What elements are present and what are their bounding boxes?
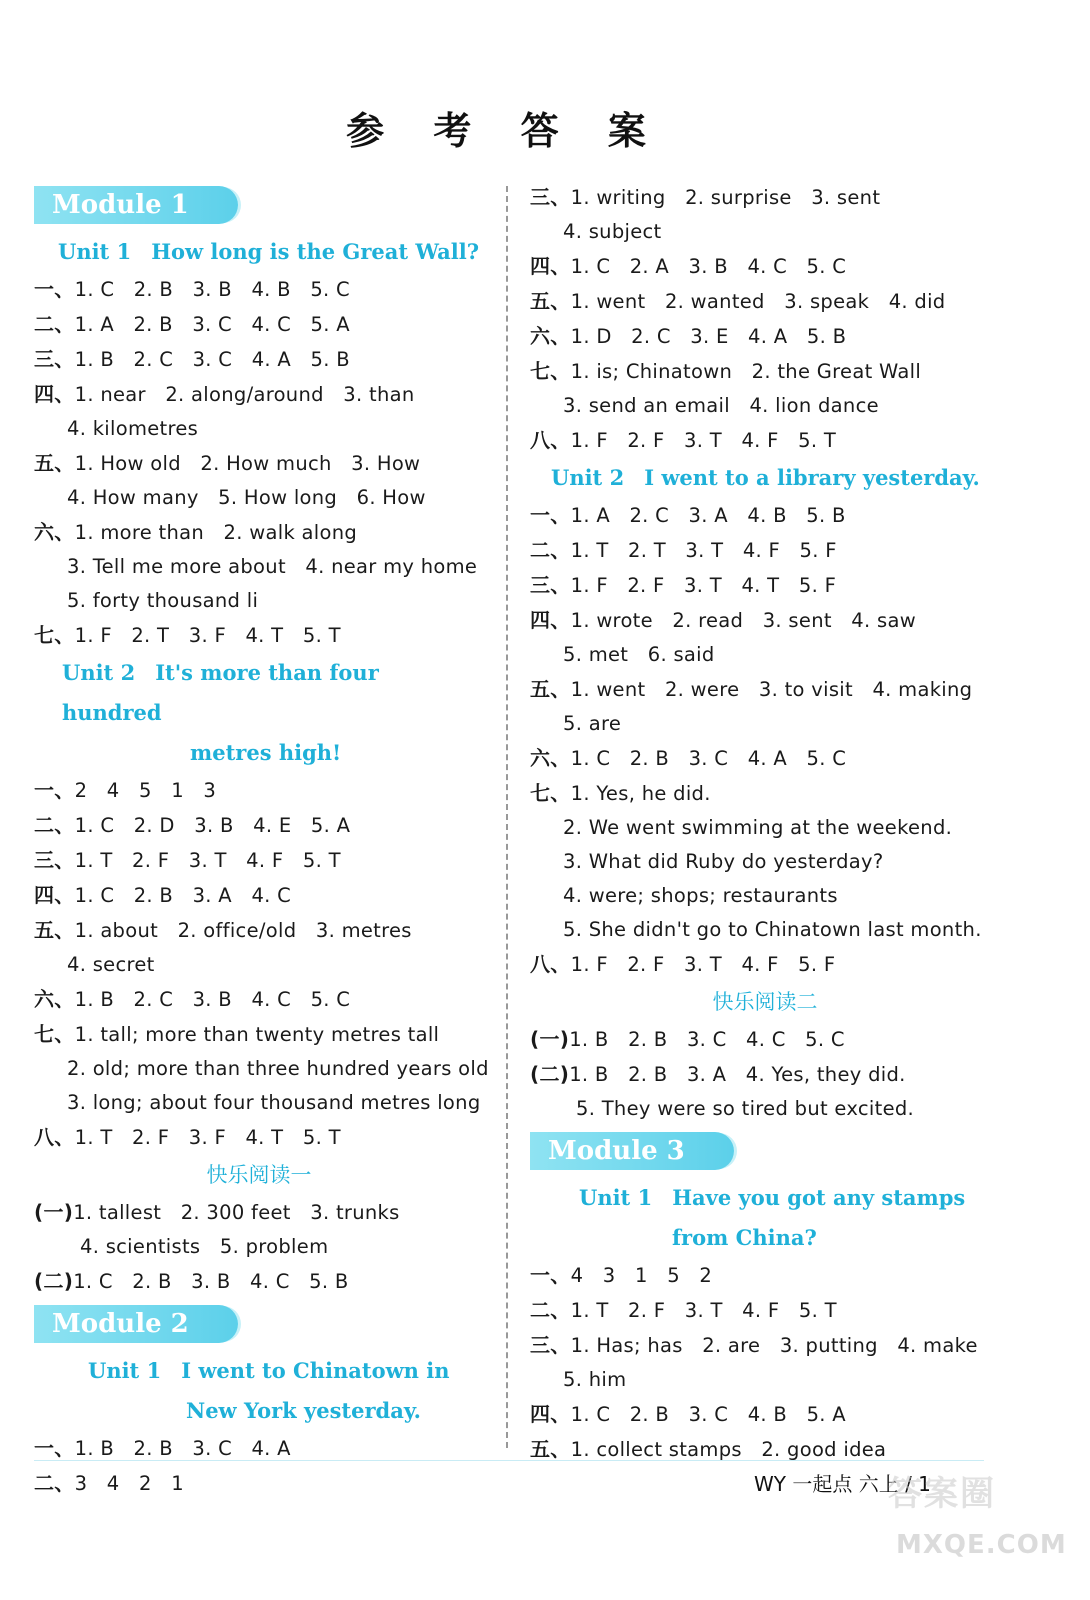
question-number: 五、 [530,1437,571,1461]
question-number: 六、 [34,520,75,544]
answer-text: 1. went 2. wanted 3. speak 4. did [570,290,946,313]
m1-unit2-heading [34,653,484,733]
answer-text: 5. met 6. said [563,643,715,666]
answer-text: 1. F 2. F 3. T 4. F 5. T [570,429,837,452]
answer-line [530,284,1000,319]
module-2-banner: Module 2 [34,1305,238,1343]
answer-line [530,1328,1000,1363]
answer-line [34,808,484,843]
answer-text: 1. about 2. office/old 3. metres [74,919,412,942]
m1-unit2-answers [34,773,489,1155]
answer-line [34,878,484,913]
question-number: 四、 [34,883,75,907]
question-number: (一) [530,1027,570,1051]
question-number: 一、 [530,503,571,527]
answer-line [530,1057,1000,1092]
answer-line [530,354,1000,389]
answer-text: 1. How old 2. How much 3. How [74,452,421,475]
watermark-logo: 答案圈 [888,1474,996,1514]
question-number: 三、 [530,573,571,597]
left-column [34,180,489,1501]
unit-title: Have you got any stamps [672,1185,966,1210]
answer-text: 4 3 1 5 2 [570,1264,713,1287]
question-number: 五、 [34,451,75,475]
answer-line [530,249,1000,284]
answer-line [530,389,1000,423]
answer-text: 1. B 2. B 3. C 4. C 5. C [569,1028,845,1051]
answer-text: 5. him [563,1368,627,1391]
answer-line [34,1230,484,1264]
answer-line [530,423,1000,458]
answer-text: 3 4 2 1 [74,1472,184,1495]
answer-line [34,307,484,342]
question-number: 二、 [34,1471,75,1495]
answer-text: 1. A 2. B 3. C 4. C 5. A [74,313,350,336]
unit-label: Unit 2 [551,465,625,490]
answer-line [34,342,484,377]
question-number: 三、 [34,347,75,371]
answer-text: 1. B 2. C 3. C 4. A 5. B [74,348,350,371]
answer-line [530,1258,1000,1293]
answer-line [34,948,484,982]
answer-text: 3. Tell me more about 4. near my home [67,555,478,578]
reading-2-answers [530,1022,1000,1126]
answer-line [530,913,1000,947]
question-number: 四、 [530,608,571,632]
answer-line [530,1293,1000,1328]
footer-rule [34,1460,984,1461]
answer-line [530,1022,1000,1057]
question-number: 四、 [530,1402,571,1426]
answer-text: 1. A 2. C 3. A 4. B 5. B [570,504,846,527]
answer-line [530,1432,1000,1467]
module-3-banner: Module 3 [530,1132,734,1170]
page-footer: WY 一起点 六上 / 1 [754,1472,931,1496]
answer-line [34,913,484,948]
module-1-banner: Module 1 [34,186,238,224]
answer-text: 1. is; Chinatown 2. the Great Wall [570,360,922,383]
question-number: 八、 [530,952,571,976]
answer-text: 1. near 2. along/around 3. than [74,383,415,406]
answer-text: 4. scientists 5. problem [80,1235,329,1258]
answer-text: 1. C 2. B 3. A 4. C [74,884,292,907]
answer-text: 4. kilometres [67,417,199,440]
watermark-url: MXQE.COM [896,1530,1067,1560]
m2-unit2-answers [530,498,1000,982]
answer-line [34,1466,484,1501]
answer-line [34,1052,489,1086]
reading-2-heading: 快乐阅读二 [712,990,818,1014]
answer-text: 1. wrote 2. read 3. sent 4. saw [570,609,916,632]
answer-text: 1. T 2. F 3. T 4. F 5. T [74,849,341,872]
answer-line [34,481,484,515]
question-number: 二、 [34,312,75,336]
question-number: 七、 [530,359,571,383]
answer-line [34,584,484,618]
m2-unit1-answers [34,1431,484,1501]
answer-text: 3. send an email 4. lion dance [563,394,879,417]
answer-line [530,319,1000,354]
question-number: (二) [530,1062,570,1086]
answer-text: 1. more than 2. walk along [74,521,358,544]
answer-line [34,982,484,1017]
answer-line [530,776,1000,811]
question-number: 三、 [34,848,75,872]
question-number: 六、 [530,746,571,770]
answer-text: 1. F 2. F 3. T 4. T 5. F [570,574,837,597]
answer-line [34,843,484,878]
answer-line [34,1264,484,1299]
answer-line [34,1120,484,1155]
answer-text: 1. tallest 2. 300 feet 3. trunks [73,1201,400,1224]
question-number: 一、 [34,1436,75,1460]
answer-line [530,533,1000,568]
answer-line [530,568,1000,603]
answer-text: 4. subject [563,220,662,243]
question-number: (二) [34,1269,74,1293]
answer-text: 1. Yes, he did. [570,782,711,805]
answer-text: 1. writing 2. surprise 3. sent [570,186,881,209]
answer-line [530,1363,1000,1397]
answer-line [530,845,1000,879]
answer-line [34,1195,484,1230]
unit-label: Unit 1 [88,1358,162,1383]
m2-unit2-heading [530,458,1000,498]
question-number: 二、 [34,813,75,837]
answer-text: 1. C 2. D 3. B 4. E 5. A [74,814,351,837]
answer-text: 1. D 2. C 3. E 4. A 5. B [570,325,847,348]
answer-text: 1. T 2. F 3. T 4. F 5. T [570,1299,837,1322]
question-number: 七、 [530,781,571,805]
answer-text: 5. forty thousand li [67,589,259,612]
unit-label: Unit 1 [58,239,132,264]
question-number: 四、 [530,254,571,278]
answer-line [34,377,484,412]
question-number: 一、 [34,277,75,301]
answer-text: 1. went 2. were 3. to visit 4. making [570,678,973,701]
answer-text: 1. C 2. B 3. C 4. B 5. A [570,1403,846,1426]
answer-line [34,773,484,808]
answer-line [530,672,1000,707]
m2-unit1-heading [34,1351,484,1391]
m2-unit1-heading-cont: New York yesterday. [186,1398,421,1423]
answer-line [530,879,1000,913]
unit-title: I went to Chinatown in [181,1358,450,1383]
answer-text: 1. C 2. A 3. B 4. C 5. C [570,255,847,278]
answer-text: 1. F 2. F 3. T 4. F 5. F [570,953,836,976]
reading-1-heading: 快乐阅读一 [206,1163,312,1187]
answer-text: 4. How many 5. How long 6. How [67,486,426,509]
answer-line [34,446,484,481]
m3-unit1-heading [530,1178,1000,1218]
answer-line [34,515,484,550]
unit-title: How long is the Great Wall? [151,239,480,264]
page-title: 参 考 答 案 [346,109,664,153]
answer-line [530,1397,1000,1432]
question-number: 三、 [530,1333,571,1357]
unit-label: Unit 1 [579,1185,653,1210]
answer-text: 4. secret [67,953,155,976]
reading-1-answers [34,1195,484,1299]
question-number: 六、 [530,324,571,348]
answer-text: 2 4 5 1 3 [74,779,217,802]
answer-line [530,811,1000,845]
question-number: 五、 [530,677,571,701]
m1-unit2-heading-cont: metres high! [190,740,342,765]
answer-line [530,603,1000,638]
answer-text: 1. C 2. B 3. B 4. B 5. C [74,278,350,301]
question-number: 六、 [34,987,75,1011]
answer-text: 2. We went swimming at the weekend. [563,816,953,839]
answer-text: 5. She didn't go to Chinatown last month. [563,918,982,941]
question-number: 五、 [530,289,571,313]
unit-title: I went to a library yesterday. [644,465,980,490]
answer-line [34,1086,484,1120]
answer-line [530,498,1000,533]
answer-line [34,412,484,446]
question-number: 一、 [530,1263,571,1287]
answer-text: 1. B 2. B 3. C 4. A [74,1437,291,1460]
m3-unit1-answers [530,1258,1000,1467]
answer-text: 1. collect stamps 2. good idea [570,1438,887,1461]
question-number: 四、 [34,382,75,406]
question-number: 一、 [34,778,75,802]
m1-unit1-answers [34,272,484,653]
answer-line [34,618,484,653]
question-number: 五、 [34,918,75,942]
question-number: 七、 [34,623,75,647]
m1-unit1-heading [34,232,484,272]
question-number: 七、 [34,1022,75,1046]
answer-line [530,741,1000,776]
m3-unit1-heading-cont: from China? [672,1225,817,1250]
unit-label: Unit 2 [62,660,136,685]
answer-line [530,180,1000,215]
answer-line [34,272,484,307]
m2-unit1-answers-cont [530,180,1000,458]
answer-text: 1. Has; has 2. are 3. putting 4. make [570,1334,978,1357]
right-column [530,180,1000,1467]
answer-line [530,947,1000,982]
answer-line [34,550,484,584]
answer-text: 4. were; shops; restaurants [563,884,838,907]
question-number: 八、 [530,428,571,452]
answer-line [530,215,1000,249]
question-number: 八、 [34,1125,75,1149]
answer-text: 1. C 2. B 3. C 4. A 5. C [570,747,847,770]
answer-text: 1. B 2. B 3. A 4. Yes, they did. [569,1063,906,1086]
answer-text: 5. are [563,712,622,735]
unit-title: It's more than four hundred [62,660,379,725]
answer-text: 3. long; about four thousand metres long [67,1091,481,1114]
answer-line [34,1017,484,1052]
question-number: 三、 [530,185,571,209]
answer-text: 1. tall; more than twenty metres tall [74,1023,440,1046]
answer-text: 1. F 2. T 3. F 4. T 5. T [74,624,341,647]
answer-text: 3. What did Ruby do yesterday? [563,850,884,873]
answer-text: 5. They were so tired but excited. [576,1097,915,1120]
answer-text: 1. T 2. F 3. F 4. T 5. T [74,1126,341,1149]
column-divider [506,186,508,1448]
question-number: (一) [34,1200,74,1224]
answer-text: 2. old; more than three hundred years old [67,1057,489,1080]
question-number: 二、 [530,1298,571,1322]
answer-text: 1. C 2. B 3. B 4. C 5. B [73,1270,349,1293]
answer-line [530,707,1000,741]
answer-line [530,1092,1000,1126]
answer-text: 1. T 2. T 3. T 4. F 5. F [570,539,837,562]
answer-line [530,638,1000,672]
answer-text: 1. B 2. C 3. B 4. C 5. C [74,988,351,1011]
question-number: 二、 [530,538,571,562]
